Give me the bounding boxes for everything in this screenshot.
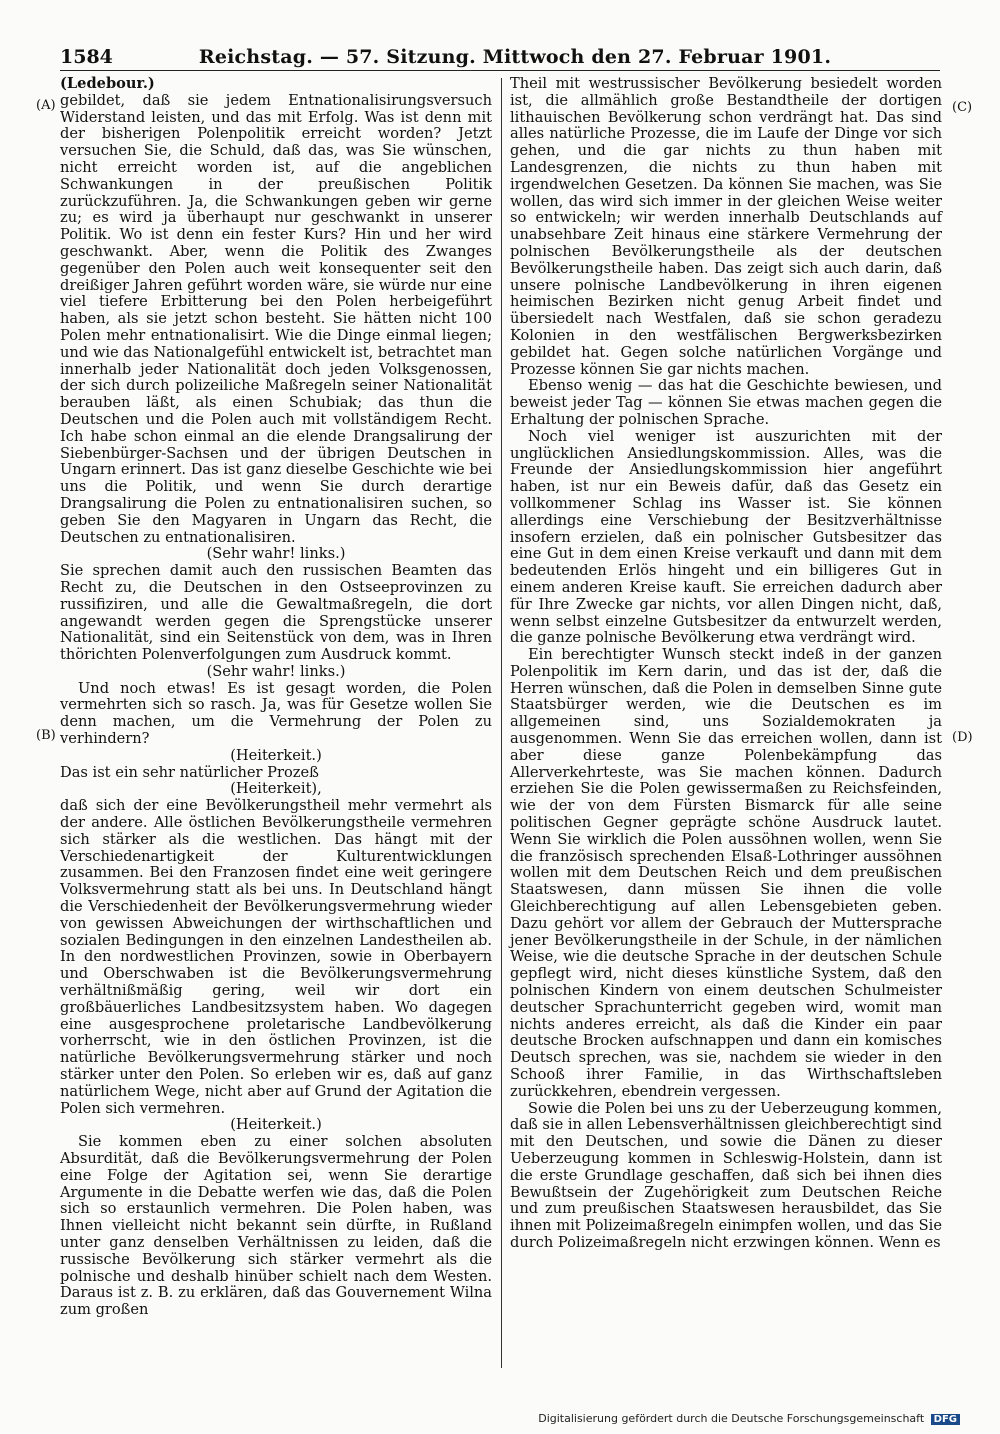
paragraph: Sie sprechen damit auch den russischen Beamten das Recht zu, die Deutschen in den Ostseeprovinzen zu russifiziren, und alle die Gewaltmaßregeln, die dort angewandt werden gegen die Sprengstücke unserer Nationalität, sind ein Seitenstück von dem, was in Ihren thörichten Polenverfolgungen zum Ausdruck kommt.	[60, 562, 492, 664]
dfg-logo: DFG	[931, 1414, 960, 1425]
interjection: (Sehr wahr! links.)	[206, 545, 346, 563]
footer-text: Digitalisierung gefördert durch die Deutsche Forschungsgemeinschaft	[538, 1412, 925, 1425]
paragraph: gebildet, daß sie jedem Entnationalisirungsversuch Widerstand leisten, und das mit Erfolg. Was ist denn mit der bisherigen Polenpolitik erreicht worden? Jetzt versuchen Sie, die Schuld, daß das, was Sie wünschen, nicht erreicht worden ist, auf die angeblichen Schwankungen in der preußischen Politik zurückzuführen. Ja, die Schwankungen geben wir gerne zu; es wird ja überhaupt nur geschwankt in unserer Politik. Wo ist denn ein fester Kurs? Hin und her wird geschwankt. Aber, wenn die Politik des Zwanges gegenüber den Polen auch weit konsequenter seit den dreißiger Jahren geführt worden wäre, sie würde nur eine viel tiefere Erbitterung bei den Polen herbeigeführt haben, als sie jetzt schon besteht. Sie hätten nicht 100 Polen mehr entnationalisirt. Wie die Dinge einmal liegen; und wie das Nationalgefühl entwickelt ist, betrachtet man innerhalb jeder Nationalität doch jeden Volksgenossen, der sich durch polizeiliche Maßregeln seiner Nationalität berauben läßt, als einen Schubiak; das thun die Deutschen und die Polen auch mit vollständigem Recht. Ich habe schon einmal an die elende Drangsalirung der Siebenbürger-Sachsen und der übrigen Deutschen in Ungarn erinnert. Das ist ganz dieselbe Geschichte wie bei uns die Politik, und wenn Sie durch derartige Drangsalirung die Polen zu entnationalisiren suchen, so geben Sie den Magyaren in Ungarn das Recht, die Deutschen zu entnationalisiren.	[60, 91, 492, 546]
page-header	[60, 44, 940, 71]
paragraph: Sie kommen eben zu einer solchen absoluten Absurdität, daß die Bevölkerungsvermehrung der Polen eine Folge der Agitation sei, wenn Sie derartige Argumente in die Debatte werfen wie das, daß die Polen sich so erstaunlich vermehren. Die Polen haben, was Ihnen vielleicht nicht bekannt sein dürfte, in Rußland unter ganz denselben Verhältnissen zu leiden, daß die russische Bevölkerung sich stärker vermehrt als die polnische und deshalb hinüber schielt nach dem Westen. Daraus ist z. B. zu erklären, daß das Gouvernement Wilna zum großen	[60, 1133, 492, 1319]
right-column	[510, 76, 942, 1252]
left-column	[60, 76, 492, 1319]
interjection: (Heiterkeit.)	[230, 746, 322, 764]
section-marker-b: (B)	[36, 728, 56, 743]
running-title: Reichstag. — 57. Sitzung. Mittwoch den 27. Februar 1901.	[198, 46, 832, 68]
interjection: (Heiterkeit),	[230, 780, 322, 798]
paragraph: Und noch etwas! Es ist gesagt worden, die Polen vermehrten sich so rasch. Ja, was für Gesetze wollen Sie denn machen, um die Vermehrung der Polen zu verhindern?	[60, 679, 492, 748]
page-number: 1584	[60, 46, 113, 68]
footer	[538, 1412, 960, 1425]
paragraph: Noch viel weniger ist auszurichten mit der unglücklichen Ansiedlungskommission. Alles, was die Freunde der Ansiedlungskommission hier angeführt haben, ist nur ein Beweis dafür, daß das Gesetz ein vollkommener Schlag ins Wasser ist. Sie können allerdings eine Verschiebung der Besitzverhältnisse insofern erzielen, daß ein polnischer Gutsbesitzer das eine Gut in dem einen Kreise verkauft und dann mit dem bedeutenden Erlös hingeht und ein billigeres Gut in einem anderen Kreise kauft. Sie erreichen dadurch aber für Ihre Zwecke gar nichts, vor allen Dingen nicht, daß, wenn selbst einzelne Gutsbesitzer da entwurzelt werden, die ganze polnische Bevölkerung etwa verdrängt wird.	[510, 427, 942, 647]
interjection: (Sehr wahr! links.)	[206, 662, 346, 680]
column-divider	[501, 78, 502, 1368]
paragraph: Sowie die Polen bei uns zu der Ueberzeugung kommen, daß sie in allen Lebensverhältnissen gleichberechtigt sind mit den Deutschen, und sowie die Dänen zu dieser Ueberzeugung kommen in Schleswig-Holstein, dann ist die erste Grundlage geschaffen, daß sich bei ihnen dies Bewußtsein der Zugehörigkeit zum Deutschen Reiche und zum preußischen Staatswesen herausbildet, das Sie ihnen mit Polizeimaßregeln einimpfen wollen, und das Sie durch Polizeimaßregeln nicht erzwingen können. Wenn es	[510, 1099, 943, 1251]
section-marker-c: (C)	[952, 100, 973, 115]
section-marker-a: (A)	[36, 98, 56, 113]
paragraph: daß sich der eine Bevölkerungstheil mehr vermehrt als der andere. Alle östlichen Bevölkerungstheile vermehren sich stärker als die westlichen. Das hängt mit der Verschiedenartigkeit der Kulturentwicklungen zusammen. Bei den Franzosen findet eine weit geringere Volksvermehrung statt als bei uns. In Deutschland hängt die Verschiedenheit der Bevölkerungsvermehrung wieder von gewissen Abweichungen der wirthschaftlichen und sozialen Bedingungen in den einzelnen Landestheilen ab. In den nordwestlichen Provinzen, sowie in Oberbayern und Oberschwaben ist die Bevölkerungsvermehrung verhältnißmäßig gering, weil wir dort ein großbäuerliches Landbesitzsystem haben. Wo dagegen eine ausgesprochene proletarische Landbevölkerung vorherrscht, wie in den östlichen Provinzen, ist die natürliche Bevölkerungsvermehrung stärker und noch stärker unter den Polen. So erleben wir es, daß auf ganz natürlichem Wege, nicht aber auf Grund der Agitation die Polen sich vermehren.	[60, 797, 492, 1117]
interjection: (Heiterkeit.)	[230, 1116, 322, 1134]
speaker-name: (Ledebour.)	[60, 75, 155, 92]
paragraph: Ein berechtigter Wunsch steckt indeß in der ganzen Polenpolitik im Kern darin, und das ist der, daß die Herren wünschen, daß die Polen in demselben Sinne gute Staatsbürger werden, wie die Deutschen es im allgemeinen sind, uns Sozialdemokraten ja ausgenommen. Wenn Sie das erreichen wollen, dann ist aber diese ganze Polenbekämpfung das Allerverkehrteste, was Sie machen können. Dadurch erziehen Sie die Polen gewissermaßen zu Reichsfeinden, wie der von dem Fürsten Bismarck für alle seine politischen Gegner geprägte schöne Ausdruck lautet. Wenn Sie wirklich die Polen aussöhnen wollen, wenn Sie die französisch sprechenden Elsaß-Lothringer aussöhnen wollen mit dem Deutschen Reich und dem preußischen Staatswesen, dann müssen Sie ihnen die volle Gleichberechtigung auf allen Lebensgebieten geben. Dazu gehört vor allem der Gebrauch der Muttersprache jener Bevölkerungstheile in der Schule, in der nämlichen Weise, wie die deutsche Sprache in der deutschen Schule gepflegt wird, nicht dieses künstliche System, daß den polnischen Kindern von einem deutschen Schulmeister deutscher Sprachunterricht gegeben wird, womit man nichts anderes erreicht, als daß die Kinder ein paar deutsche Brocken aufschnappen und dann ein komisches Deutsch sprechen, was sie, nachdem sie wieder in den Schooß ihrer Familie, in das Wirthschaftsleben zurückkehren, ebendrein vergessen.	[510, 646, 942, 1100]
paragraph: Ebenso wenig — das hat die Geschichte bewiesen, und beweist jeder Tag — können Sie etwas machen gegen die Erhaltung der polnischen Sprache.	[510, 377, 942, 428]
section-marker-d: (D)	[952, 730, 973, 745]
paragraph: Das ist ein sehr natürlicher Prozeß	[60, 763, 319, 781]
paragraph: Theil mit westrussischer Bevölkerung besiedelt worden ist, die allmählich große Bestandtheile der dortigen lithauischen Bevölkerung schon verdrängt hat. Das sind alles natürliche Prozesse, die im Laufe der Dinge vor sich gehen, und die gar nichts zu thun haben mit Landesgrenzen, die nichts zu thun haben mit irgendwelchen Gesetzen. Da können Sie machen, was Sie wollen, das wird sich immer in der gleichen Weise weiter so entwickeln; wir werden innerhalb Deutschlands auf unabsehbare Zeit hinaus eine stärkere Vermehrung der polnischen Bevölkerungstheile als der deutschen Bevölkerungstheile haben. Das zeigt sich auch darin, daß unsere polnische Landbevölkerung in ihren eigenen heimischen Bezirken nicht genug Arbeit findet und übersiedelt nach Westfalen, daß sie schon geradezu Kolonien in den westfälischen Bergwerksbezirken gebildet hat. Gegen solche natürlichen Vorgänge und Prozesse können Sie gar nichts machen.	[510, 75, 942, 378]
